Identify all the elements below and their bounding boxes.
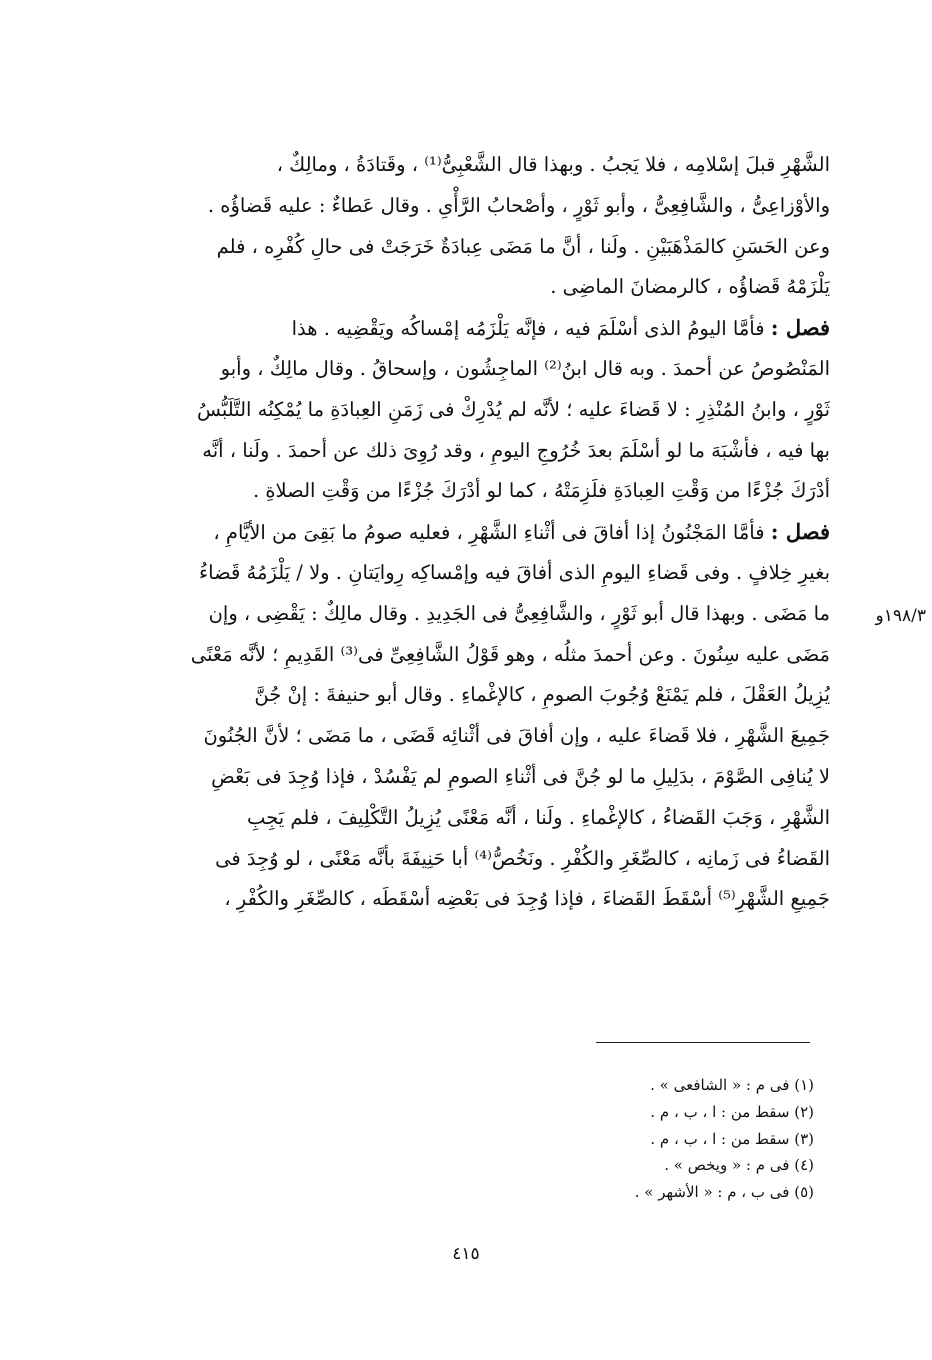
text-line: الشَّهْرِ قبلَ إسْلامِه ، فلا يَجبُ . وبهذا قال الشَّعْبِىُّ⁽¹⁾ ، وقَتادَةُ ، ومالِكٌ ، — [276, 153, 830, 176]
text-line: وعن الحَسَنِ كالمَذْهَبَيْنِ . ولَنا ، أنَّ ما مَضَى عِبادَةٌ خَرَجَتْ فى حالِ كُفْرِه ، فلم — [216, 234, 830, 258]
text-line: ثَوْرٍ ، وابنُ المُنْذِرِ : لا قَضاءَ عليه ؛ لأنَّه لم يُدْرِكْ فى زَمَنِ العِبادَةِ ما يُمْكِنُه التَّلَبُّسُ — [196, 397, 830, 421]
text-line-content: فأمَّا المَجْنُونُ إذا أفاقَ فى أثْناءِ الشَّهْرِ ، فعليه صومُ ما بَقِىَ من الأيَّامِ ، — [213, 521, 765, 545]
text-line: بها فيه ، فأشْبَهَ ما لو أسْلَمَ بعدَ خُرُوجِ اليومِ ، وقد رُوِىَ ذلك عن أحمدَ . ولَنا ، أنَّه — [202, 438, 830, 462]
footnote-2: (٢) سقط من : ا ، ب ، م . — [650, 1102, 814, 1121]
section-label-fasl: فصل : — [770, 315, 830, 341]
footnote-4: (٤) فى م : « ويخص » . — [664, 1156, 814, 1175]
text-line: مَضَى عليه سِنُونَ . وعن أحمدَ مثلُه ، وهو قَوْلُ الشَّافِعِىِّ فى⁽³⁾ القَدِيمِ ؛ لأنَّه مَعْنًى — [190, 642, 830, 666]
text-line: يُزِيلُ العَقْلَ ، فلم يَمْنَعْ وُجُوبَ الصومِ ، كالإغْماءِ . وقال أبو حنيفةَ : إنْ جُنَّ — [254, 683, 830, 707]
text-line: الشَّهْرِ ، وَجَبَ القَضاءُ ، كالإغْماءِ . ولَنا ، أنَّه مَعْنًى يُزِيلُ التَّكْلِيفَ ، فلم يَجِبِ — [247, 805, 830, 829]
text-line: لا يُنافِى الصَّوْمَ ، بدَلِيلِ ما لو جُنَّ فى أثْناءِ الصومِ لم يَفْسُدْ ، فإذا وُجِدَ فى بَعْضِ — [211, 764, 830, 788]
main-text — [130, 145, 830, 920]
footnote-1: (١) فى م : « الشافعى » . — [650, 1076, 814, 1094]
footnote-5: (٥) فى ب ، م : « الأشهر » . — [634, 1183, 814, 1202]
text-line: القَضاءُ فى زَمانِه ، كالصِّغَرِ والكُفْرِ . ونَخُصُّ⁽⁴⁾ أبا حَنِيفَةَ بأنَّه مَعْنًى ، لو وُجِدَ فى — [215, 846, 830, 870]
text-line: ما مَضَى . وبهذا قال أبو ثَوْرٍ ، والشَّافِعِىُّ فى الجَدِيدِ . وقال مالِكٌ : يَقْضِى ، وإن — [208, 601, 830, 625]
page-number: ٤١٥ — [452, 1244, 480, 1264]
footnotes — [484, 1072, 814, 1206]
text-line — [130, 308, 830, 349]
text-line: المَنْصُوصُ عن أحمدَ . وبه قال ابنُ⁽²⁾ الماجِشُون ، وإسحاقُ . وقال مالِكٌ ، وأبو — [220, 356, 830, 380]
text-line: أدْرَكَ جُزْءًا من وَقْتِ العِبادَةِ فلَزِمَتْهُ ، كما لو أدْرَكَ جُزْءًا من وَقْتِ الصلاةِ . — [252, 479, 830, 503]
text-line — [130, 512, 830, 553]
paragraph-2 — [130, 308, 830, 512]
text-line: يَلْزَمْهُ قَضاؤُه ، كالرمضانَ الماضِى . — [550, 275, 830, 299]
footnote-divider — [596, 1042, 810, 1043]
section-label-fasl: فصل : — [770, 519, 830, 545]
margin-manuscript-reference: ١٩٨/٣و — [875, 606, 926, 626]
footnote-3: (٣) سقط من : ا ، ب ، م . — [650, 1129, 814, 1148]
paragraph-3 — [130, 512, 830, 920]
text-line: بغيرِ خِلافٍ . وفى قَضاءِ اليومِ الذى أفاقَ فيه وإمْساكِه رِوايَتانِ . ولا / يَلْزَمُهُ قَضاءُ — [199, 560, 830, 584]
text-line: جَمِيعَ الشَّهْرِ ، فلا قَضاءَ عليه ، وإن أفاقَ فى أثْنائِه قَضَى ، ما مَضَى ؛ لأنَّ الجُنُونَ — [203, 724, 830, 748]
paragraph-1 — [130, 145, 830, 308]
text-line: والأوْزاعِىُّ ، والشَّافِعِىُّ ، وأبو ثَوْرٍ ، وأصْحابُ الرَّأْىِ . وقال عَطاءٌ : عليه قَضاؤُه . — [207, 193, 830, 217]
text-line: جَمِيعِ الشَّهْرِ⁽⁵⁾ أسْقَطَ القَضاءَ ، فإذا وُجِدَ فى بَعْضِه أسْقَطَه ، كالصِّغَرِ والكُفْرِ ، — [224, 887, 830, 911]
text-line-content: فأمَّا اليومُ الذى أسْلَمَ فيه ، فإنَّه يَلْزَمُه إمْساكُه ويَقْضِيه . هذا — [291, 317, 765, 341]
